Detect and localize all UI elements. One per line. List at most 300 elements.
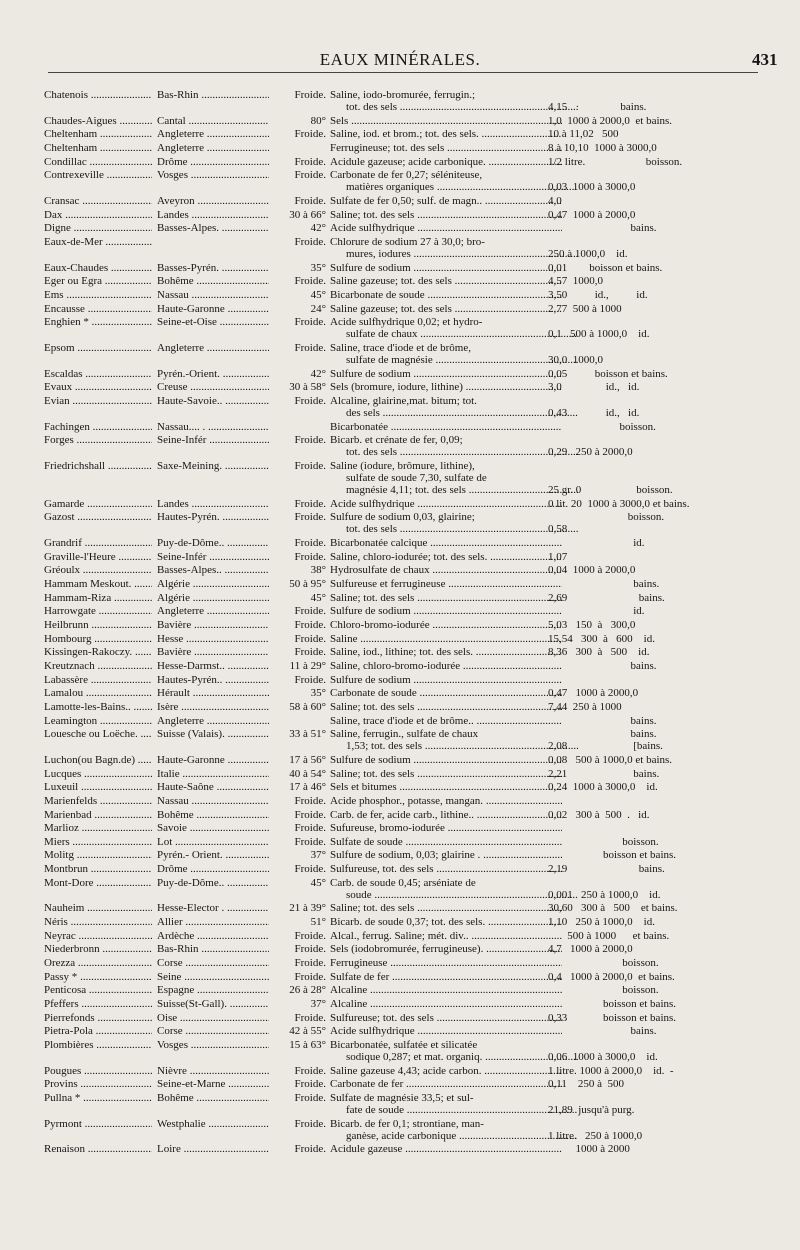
spring-temperature: Froide. xyxy=(294,155,326,168)
table-row xyxy=(0,564,800,576)
spring-dosage: 7,44 250 à 1000 xyxy=(548,700,622,713)
spring-name: Encausse ..... xyxy=(44,303,152,316)
spring-name: Contrexeville ..... xyxy=(44,169,152,182)
spring-name: Grandrif ..... xyxy=(44,537,152,550)
spring-temperature: 30 à 58° xyxy=(289,381,326,394)
spring-name: Hammam-Riza ..... xyxy=(44,592,152,605)
spring-composition: Sulfure de sodium ..... xyxy=(330,605,562,618)
spring-name: Penticosa ..... xyxy=(44,984,152,997)
spring-dosage: bains. xyxy=(548,222,657,235)
spring-temperature: Froide. xyxy=(294,794,326,807)
spring-region: Algérie ..... xyxy=(157,592,269,605)
spring-composition: Saline; tot. des sels ..... xyxy=(330,902,562,915)
spring-temperature: Froide. xyxy=(294,605,326,618)
spring-dosage: bains. xyxy=(548,728,657,741)
spring-dosage: 4,57 1000,0 xyxy=(548,275,603,288)
spring-dosage: 5,03 150 à 300,0 xyxy=(548,619,636,631)
spring-region: Landes ..... xyxy=(157,209,269,222)
spring-dosage: bains. xyxy=(548,714,657,727)
spring-temperature: Froide. xyxy=(294,822,326,835)
spring-composition: Alcaline ..... xyxy=(330,998,562,1011)
spring-name: Pierrefonds ..... xyxy=(44,1012,152,1025)
spring-region: Angleterre ..... xyxy=(157,342,269,355)
spring-composition: Bicarbonatée, sulfatée et silicatée xyxy=(330,1038,478,1051)
table-row xyxy=(0,943,800,955)
table-row xyxy=(0,822,800,834)
spring-temperature: Froide. xyxy=(294,89,326,101)
spring-dosage: boisson. xyxy=(548,835,659,848)
spring-temperature: 30 à 66° xyxy=(289,208,326,221)
spring-temperature: Froide. xyxy=(294,275,326,288)
spring-temperature: Froide. xyxy=(294,169,326,182)
spring-name: Pullna * ..... xyxy=(44,1092,152,1105)
spring-composition: Saline, trace d'iode et de brôme, xyxy=(330,341,471,354)
spring-composition: Acidule gazeuse ..... xyxy=(330,1143,562,1156)
spring-region: Italie ..... xyxy=(157,768,269,781)
spring-name: Gamarde ..... xyxy=(44,498,152,511)
spring-region: Nassau ..... xyxy=(157,795,269,808)
spring-region xyxy=(157,236,269,249)
table-row xyxy=(0,303,800,315)
spring-region: Oise ..... xyxy=(157,1012,269,1025)
spring-region: Creuse ..... xyxy=(157,381,269,394)
table-row xyxy=(0,421,800,433)
spring-composition: Bicarb. de soude 0,37; tot. des sels. ..... xyxy=(330,916,562,929)
spring-temperature: Froide. xyxy=(294,808,326,821)
table-row xyxy=(0,236,800,260)
spring-name: Chaudes-Aigues ..... xyxy=(44,115,152,128)
spring-dosage: 0,47 1000 à 2000,0 xyxy=(548,687,639,700)
table-row xyxy=(0,1025,800,1037)
table-row xyxy=(0,498,800,510)
spring-dosage: 0,4 1000 à 2000,0 et bains. xyxy=(548,970,675,983)
spring-name: Gréoulx ..... xyxy=(44,564,152,577)
spring-region: Puy-de-Dôme.. ..... xyxy=(157,537,269,550)
spring-composition: Carbonate de fer 0,27; séléniteuse, xyxy=(330,169,483,182)
spring-region: Bohême ..... xyxy=(157,1092,269,1105)
table-row xyxy=(0,728,800,752)
spring-name: Harrowgate ..... xyxy=(44,605,152,618)
spring-composition: sulfate de soude 7,30, sulfate de xyxy=(346,472,487,485)
table-row xyxy=(0,551,800,563)
spring-dosage: 0,02 300 à 500 . id. xyxy=(548,808,650,821)
spring-temperature: Froide. xyxy=(294,537,326,550)
spring-composition: Chlorure de sodium 27 à 30,0; bro- xyxy=(330,235,485,248)
spring-name: Ems ..... xyxy=(44,289,152,302)
spring-temperature: 17 à 46° xyxy=(289,781,326,794)
spring-name: Pougues ..... xyxy=(44,1065,152,1078)
spring-temperature: Froide. xyxy=(294,1011,326,1024)
spring-name: Luxeuil ..... xyxy=(44,781,152,794)
spring-name: Provins ..... xyxy=(44,1078,152,1091)
spring-dosage: bains. xyxy=(548,659,657,672)
table-row xyxy=(0,998,800,1010)
table-row xyxy=(0,633,800,645)
spring-dosage: 0,24 1000 à 3000,0 id. xyxy=(548,781,658,794)
spring-dosage: boisson. xyxy=(548,420,656,433)
spring-temperature: Froide. xyxy=(294,673,326,686)
header-rule xyxy=(48,72,758,73)
spring-composition: Sels (iodobromurée, ferrugineuse). ..... xyxy=(330,943,562,956)
table-row xyxy=(0,660,800,672)
spring-temperature: Froide. xyxy=(294,835,326,848)
spring-temperature: Froide. xyxy=(294,550,326,563)
spring-composition: Bicarbonatée ..... xyxy=(330,421,562,434)
spring-dosage: 0,43 id., id. xyxy=(548,406,640,419)
spring-composition: Carb. de soude 0,45; arséniate de xyxy=(330,876,476,889)
table-row xyxy=(0,768,800,780)
spring-composition: sulfate de magnésie ..... xyxy=(330,354,578,367)
spring-composition: Saline; tot. des sels ..... xyxy=(330,209,562,222)
spring-dosage: 1,07 xyxy=(548,550,568,563)
spring-dosage: 0,1 500 à 1000,0 id. xyxy=(548,328,650,341)
spring-composition: Sufureuse, bromo-iodurée ..... xyxy=(330,822,562,835)
spring-composition: Saline, iod., lithine; tot. des sels. ..... xyxy=(330,646,562,659)
spring-temperature: Froide. xyxy=(294,434,326,447)
spring-region: Drôme ..... xyxy=(157,156,269,169)
spring-composition: Acide phosphor., potasse, mangan. ..... xyxy=(330,795,562,808)
spring-name: Mont-Dore ..... xyxy=(44,877,152,890)
spring-dosage: 1 litre. 1000 à 2000,0 id. - xyxy=(548,1064,674,1077)
spring-name: Heilbrunn ..... xyxy=(44,619,152,632)
spring-region: Nièvre ..... xyxy=(157,1065,269,1078)
spring-temperature: 35° xyxy=(310,687,326,700)
table-row xyxy=(0,89,800,113)
spring-name: Lamotte-les-Bains.. ..... xyxy=(44,701,152,714)
spring-dosage: 2,19 bains. xyxy=(548,863,665,876)
spring-region: Hesse-Elector . ..... xyxy=(157,902,269,915)
spring-region: Loire ..... xyxy=(157,1143,269,1156)
spring-temperature: Froide. xyxy=(294,632,326,645)
table-row xyxy=(0,209,800,221)
spring-name: Molitg ..... xyxy=(44,849,152,862)
spring-composition: Sulfate de fer 0,50; sulf. de magn.. ..... xyxy=(330,195,562,208)
table-row xyxy=(0,1118,800,1142)
spring-dosage: 0,001 250 à 1000,0 id. xyxy=(548,888,661,901)
spring-composition: Acide sulfhydrique ..... xyxy=(330,1025,562,1038)
spring-composition: Acide sulfhydrique 0,02; et hydro- xyxy=(330,316,483,329)
spring-composition: Saline, iod. et brom.; tot. des sels. ..... xyxy=(330,128,562,141)
table-row xyxy=(0,368,800,380)
spring-composition: Bicarbonatée calcique ..... xyxy=(330,537,562,550)
table-row xyxy=(0,902,800,914)
spring-name: Eaux-de-Mer ..... xyxy=(44,236,152,249)
spring-region: Cantal ..... xyxy=(157,115,269,128)
spring-name: Cheltenham ..... xyxy=(44,128,152,141)
table-row xyxy=(0,511,800,535)
table-row xyxy=(0,849,800,861)
spring-temperature: Froide. xyxy=(294,128,326,141)
spring-region: Pyrén.- Orient. ..... xyxy=(157,849,269,862)
spring-composition: Saline (iodure, brômure, lithine), xyxy=(330,460,475,472)
table-row xyxy=(0,460,800,496)
table-row xyxy=(0,605,800,617)
spring-temperature: Froide. xyxy=(294,646,326,659)
spring-composition: Sulfureuse et ferrugineuse ..... xyxy=(330,578,562,591)
spring-composition: Saline; tot. des sels ..... xyxy=(330,592,562,605)
spring-region: Haute-Saône ..... xyxy=(157,781,269,794)
spring-region: Pyrén.-Orient. ..... xyxy=(157,368,269,381)
table-row xyxy=(0,537,800,549)
spring-dosage: 8,36 300 à 500 id. xyxy=(548,646,650,659)
spring-dosage: boisson. xyxy=(548,511,665,524)
spring-region: Basses-Alpes.. ..... xyxy=(157,564,269,577)
table-row xyxy=(0,342,800,366)
table-row xyxy=(0,687,800,699)
spring-composition: tot. des sels ..... xyxy=(330,101,578,114)
table-row xyxy=(0,754,800,766)
table-row xyxy=(0,1065,800,1077)
spring-composition: Alcaline ..... xyxy=(330,984,562,997)
table-row xyxy=(0,701,800,713)
spring-name: Condillac ..... xyxy=(44,156,152,169)
spring-composition: Saline, chloro-iodurée; tot. des sels. ..... xyxy=(330,551,562,564)
table-row xyxy=(0,1078,800,1090)
table-row xyxy=(0,275,800,287)
spring-composition: sodique 0,287; et mat. organiq. ..... xyxy=(330,1051,578,1064)
spring-composition: Sulfate de fer ..... xyxy=(330,971,562,984)
page-number: 431 xyxy=(752,50,778,69)
spring-composition: Hydrosulfate de chaux ..... xyxy=(330,564,562,577)
spring-dosage: 10 à 11,02 500 xyxy=(548,128,619,141)
table-row xyxy=(0,156,800,168)
spring-composition: Sulfureuse, tot. des sels ..... xyxy=(330,863,562,876)
spring-dosage: 4,7 1000 à 2000,0 xyxy=(548,943,633,956)
spring-region: Corse ..... xyxy=(157,957,269,970)
spring-temperature: Froide. xyxy=(294,929,326,942)
table-row xyxy=(0,836,800,848)
table-row xyxy=(0,809,800,821)
spring-name: Hammam Meskout. ..... xyxy=(44,578,152,591)
table-row xyxy=(0,592,800,604)
table-row xyxy=(0,930,800,942)
spring-region: Angleterre ..... xyxy=(157,142,269,155)
spring-name: Luchon(ou Bagn.de) ..... xyxy=(44,754,152,767)
spring-name: Renaison ..... xyxy=(44,1143,152,1156)
spring-temperature: Froide. xyxy=(294,235,326,248)
spring-region: Angleterre ..... xyxy=(157,128,269,141)
spring-composition: Sulfate de magnésie 33,5; et sul- xyxy=(330,1091,474,1104)
spring-temperature: Froide. xyxy=(294,957,326,970)
spring-region: Corse ..... xyxy=(157,1025,269,1038)
spring-temperature: Froide. xyxy=(294,497,326,510)
spring-name: Eger ou Egra ..... xyxy=(44,275,152,288)
spring-composition: tot. des sels ..... xyxy=(330,523,578,536)
spring-name: Leamington ..... xyxy=(44,715,152,728)
spring-region: Bohême ..... xyxy=(157,275,269,288)
spring-temperature: 37° xyxy=(310,849,326,862)
table-row xyxy=(0,1092,800,1116)
spring-dosage: 0,08 500 à 1000,0 et bains. xyxy=(548,753,673,766)
spring-name: Enghien * ..... xyxy=(44,316,152,329)
spring-composition: Bicarbonate de soude ..... xyxy=(330,289,562,302)
spring-name: Eaux-Chaudes ..... xyxy=(44,262,152,275)
spring-temperature: 15 à 63° xyxy=(289,1038,326,1051)
spring-region: Angleterre ..... xyxy=(157,715,269,728)
spring-composition: Saline, trace d'iode et de brôme.. ..... xyxy=(330,715,562,728)
spring-region: Algérie ..... xyxy=(157,578,269,591)
spring-dosage: 1,0 1000 à 2000,0 et bains. xyxy=(548,114,673,127)
table-row xyxy=(0,646,800,658)
spring-composition: tot. des sels ..... xyxy=(330,446,578,459)
spring-name: Marienfelds ..... xyxy=(44,795,152,808)
spring-dosage: 0,29 250 à 2000,0 xyxy=(548,446,633,459)
spring-composition: Alcaline, glairine,mat. bitum; tot. xyxy=(330,394,477,407)
spring-dosage: boisson et bains. xyxy=(548,998,677,1010)
spring-composition: Sulfure de sodium ..... xyxy=(330,262,562,275)
spring-composition: Alcal., ferrug. Saline; mét. div.. ..... xyxy=(330,930,562,943)
spring-composition: Saline gazeuse; tot. des sels ..... xyxy=(330,275,562,288)
spring-region: Isère ..... xyxy=(157,701,269,714)
spring-temperature: Froide. xyxy=(294,195,326,207)
table-row xyxy=(0,316,800,340)
spring-temperature: Froide. xyxy=(294,394,326,407)
spring-temperature: 51° xyxy=(310,916,326,929)
spring-temperature: Froide. xyxy=(294,1143,326,1156)
table-row xyxy=(0,971,800,983)
spring-temperature: Froide. xyxy=(294,1064,326,1077)
spring-dosage: 500 à 1000 et bains. xyxy=(548,929,670,942)
spring-region: Bas-Rhin ..... xyxy=(157,89,269,102)
spring-composition: Sulfure de sodium, 0,03; glairine . ..... xyxy=(330,849,562,862)
table-row xyxy=(0,916,800,928)
spring-name: Passy * ..... xyxy=(44,971,152,984)
spring-dosage: boisson. xyxy=(548,957,659,970)
spring-region: Hautes-Pyrén. ..... xyxy=(157,511,269,524)
spring-dosage: bains. xyxy=(548,578,660,591)
spring-dosage: 0,06 1000 à 3000,0 id. xyxy=(548,1050,658,1063)
spring-region: Basses-Pyrén. ..... xyxy=(157,262,269,275)
spring-dosage: 1 litre. 250 à 1000,0 xyxy=(548,1129,643,1142)
spring-dosage: 3,0 id., id. xyxy=(548,381,640,394)
spring-region: Saxe-Meining. ..... xyxy=(157,460,269,473)
spring-composition: Bicarb. de fer 0,1; strontiane, man- xyxy=(330,1117,484,1130)
spring-temperature: 33 à 51° xyxy=(289,728,326,741)
spring-temperature: 42° xyxy=(310,222,326,235)
spring-temperature: 38° xyxy=(310,564,326,577)
spring-dosage: 30,0 1000,0 xyxy=(548,353,603,366)
spring-region: Hesse-Darmst.. ..... xyxy=(157,660,269,673)
spring-name: Marlioz ..... xyxy=(44,822,152,835)
spring-dosage: 2,08 [bains. xyxy=(548,740,663,753)
spring-temperature: Froide. xyxy=(294,1078,326,1091)
spring-region: Suisse (Valais). ..... xyxy=(157,728,269,741)
spring-composition: Sulfure de sodium ..... xyxy=(330,754,562,767)
spring-temperature: 45° xyxy=(310,591,326,604)
spring-composition: Acide sulfhydrique ..... xyxy=(330,222,562,235)
table-row xyxy=(0,781,800,793)
spring-composition: Sels et bitumes ..... xyxy=(330,781,562,794)
spring-dosage: 0,01 boisson et bains. xyxy=(548,261,663,274)
spring-temperature: Froide. xyxy=(294,619,326,631)
spring-region: Haute-Garonne ..... xyxy=(157,303,269,316)
spring-name: Pfeffers ..... xyxy=(44,998,152,1011)
spring-name: Escaldas ..... xyxy=(44,368,152,381)
spring-temperature: Froide. xyxy=(294,460,326,472)
table-row xyxy=(0,674,800,686)
spring-region: Vosges ..... xyxy=(157,1039,269,1052)
spring-name: Montbrun ..... xyxy=(44,863,152,876)
spring-composition: ganèse, acide carbonique ..... xyxy=(330,1130,578,1143)
spring-composition: Saline ..... xyxy=(330,633,562,646)
table-row xyxy=(0,795,800,807)
table-row xyxy=(0,1039,800,1063)
table-row xyxy=(0,169,800,193)
table-row xyxy=(0,863,800,875)
spring-region: Haute-Savoie.. ..... xyxy=(157,395,269,408)
spring-composition: Ferrugineuse; tot. des sels ..... xyxy=(330,142,562,155)
spring-dosage: 4,15 · bains. xyxy=(548,101,647,114)
spring-dosage: 15,54 300 à 600 id. xyxy=(548,632,655,645)
spring-composition: Saline gazeuse 4,43; acide carbon. ..... xyxy=(330,1065,562,1078)
table-row xyxy=(0,381,800,393)
spring-temperature: Froide. xyxy=(294,943,326,956)
spring-region: Bavière ..... xyxy=(157,646,269,659)
spring-composition: Sulfure de sodium 0,03, glairine; xyxy=(330,511,475,524)
spring-composition: soude ..... xyxy=(330,889,578,902)
spring-region: Hautes-Pyrén.. ..... xyxy=(157,674,269,687)
spring-region: Hesse ..... xyxy=(157,633,269,646)
spring-region: Landes ..... xyxy=(157,498,269,511)
spring-name: Gazost ..... xyxy=(44,511,152,524)
spring-region: Basses-Alpes. ..... xyxy=(157,222,269,235)
spring-name: Lamalou ..... xyxy=(44,687,152,700)
spring-region: Westphalie ..... xyxy=(157,1118,269,1131)
spring-composition: Carb. de fer, acide carb., lithine.. ..... xyxy=(330,809,562,822)
table-row xyxy=(0,578,800,590)
table-row xyxy=(0,1143,800,1155)
spring-temperature: 42 à 55° xyxy=(289,1025,326,1038)
spring-region: Espagne ..... xyxy=(157,984,269,997)
spring-name: Chatenois ..... xyxy=(44,89,152,102)
spring-dosage: 0,33 boisson et bains. xyxy=(548,1011,677,1024)
table-row xyxy=(0,222,800,234)
spring-composition: Saline; tot. des sels ..... xyxy=(330,768,562,781)
spring-temperature: 42° xyxy=(310,367,326,380)
spring-temperature: 45° xyxy=(310,288,326,301)
spring-dosage: 0,47 1000 à 2000,0 xyxy=(548,208,636,221)
spring-name: Marienbad ..... xyxy=(44,809,152,822)
spring-dosage: boisson et bains. xyxy=(548,849,677,862)
spring-temperature: 40 à 54° xyxy=(289,767,326,780)
table-row xyxy=(0,289,800,301)
spring-dosage: id. xyxy=(548,605,645,618)
spring-composition: Carbonate de fer ..... xyxy=(330,1078,562,1091)
table-row xyxy=(0,984,800,996)
spring-temperature: 21 à 39° xyxy=(289,902,326,915)
spring-composition: matières organiques ..... xyxy=(330,181,578,194)
spring-dosage: 2,69 bains. xyxy=(548,591,665,604)
spring-region: Aveyron ..... xyxy=(157,195,269,208)
table-row xyxy=(0,142,800,154)
spring-composition: Saline gazeuse; tot. des sels ..... xyxy=(330,303,562,316)
spring-composition: sulfate de chaux ..... xyxy=(330,328,578,341)
spring-name: Digne ..... xyxy=(44,222,152,235)
spring-region: Seine-et-Marne ..... xyxy=(157,1078,269,1091)
spring-dosage: 0,11 250 à 500 xyxy=(548,1078,624,1091)
spring-composition: Acide sulfhydrique ..... xyxy=(330,498,562,511)
spring-region: Seine-et-Oise ..... xyxy=(157,316,269,329)
spring-region: Seine ..... xyxy=(157,971,269,984)
spring-dosage: 25 gr. 0 boisson. xyxy=(548,484,673,497)
spring-composition: des sels ..... xyxy=(330,407,578,420)
spring-temperature: 37° xyxy=(310,998,326,1010)
page-header-title: EAUX MINÉRALES. xyxy=(319,50,481,69)
spring-temperature: 11 à 29° xyxy=(289,659,326,672)
spring-composition: Sulfure de sodium ..... xyxy=(330,368,562,381)
spring-composition: magnésie 4,11; tot. des sels ..... xyxy=(330,484,578,497)
spring-composition: Saline, chloro-bromo-iodurée ..... xyxy=(330,660,562,673)
